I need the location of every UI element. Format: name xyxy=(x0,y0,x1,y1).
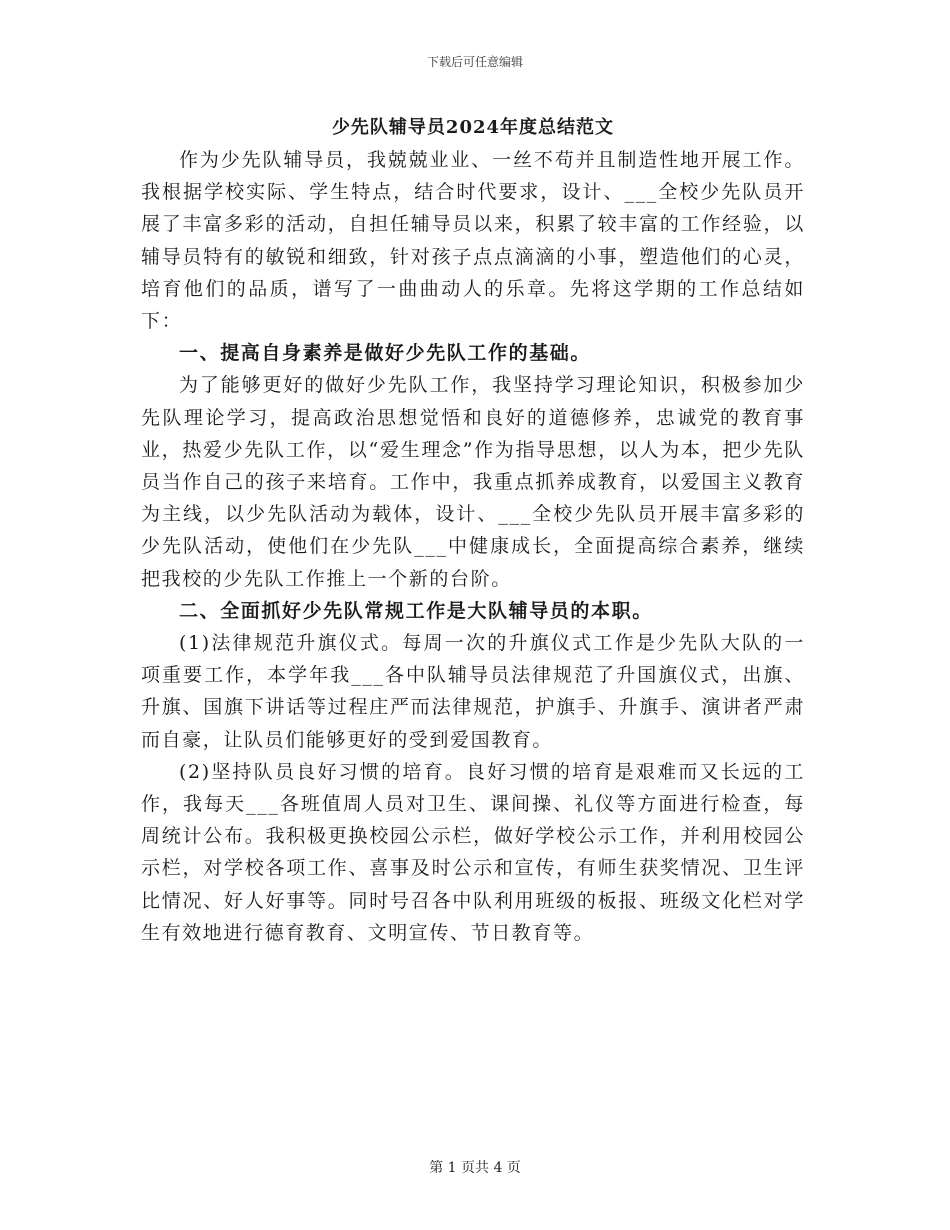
section-1-heading: 一、提高自身素养是做好少先队工作的基础。 xyxy=(179,342,592,365)
header-note: 下载后可任意编辑 xyxy=(426,55,523,69)
section-2-item-1: (1)法律规范升旗仪式。每周一次的升旗仪式工作是少先队大队的一项重要工作，本学年我___各中队辅导员法律规范了升国旗仪式，出旗、升旗、国旗下讲话等过程庄严而法律规范，护旗手、升旗手、演讲者严肃而自豪，让队员们能够更好的受到爱国教育。 xyxy=(141,632,805,751)
page-footer: 第 1 页共 4 页 xyxy=(429,1160,521,1176)
section-2-heading: 二、全面抓好少先队常规工作是大队辅导员的本职。 xyxy=(179,599,653,622)
intro-paragraph: 作为少先队辅导员，我兢兢业业、一丝不苟并且制造性地开展工作。我根据学校实际、学生特点，结合时代要求，设计、___全校少先队员开展了丰富多彩的活动，自担任辅导员以来，积累了较丰富的工作经验，以辅导员特有的敏锐和细致，针对孩子点点滴滴的小事，塑造他们的心灵，培育他们的品质，谱写了一曲曲动人的乐章。先将这学期的工作总结如下： xyxy=(141,149,805,333)
document-title: 少先队辅导员2024年度总结范文 xyxy=(331,117,615,138)
section-1-body: 为了能够更好的做好少先队工作，我坚持学习理论知识，积极参加少先队理论学习，提高政治思想觉悟和良好的道德修养，忠诚党的教育事业，热爱少先队工作，以“爱生理念”作为指导思想，以人为本，把少先队员当作自己的孩子来培育。工作中，我重点抓养成教育，以爱国主义教育为主线，以少先队活动为载体，设计、___全校少先队员开展丰富多彩的少先队活动，使他们在少先队___中健康成长，全面提高综合素养，继续把我校的少先队工作推上一个新的台阶。 xyxy=(141,374,805,590)
document-body xyxy=(141,112,805,949)
section-2-item-2: (2)坚持队员良好习惯的培育。良好习惯的培育是艰难而又长远的工作，我每天___各班值周人员对卫生、课间操、礼仪等方面进行检查，每周统计公布。我积极更换校园公示栏，做好学校公示工作，并利用校园公示栏，对学校各项工作、喜事及时公示和宣传，有师生获奖情况、卫生评比情况、好人好事等。同时号召各中队利用班级的板报、班级文化栏对学生有效地进行德育教育、文明宣传、节日教育等。 xyxy=(141,760,805,944)
